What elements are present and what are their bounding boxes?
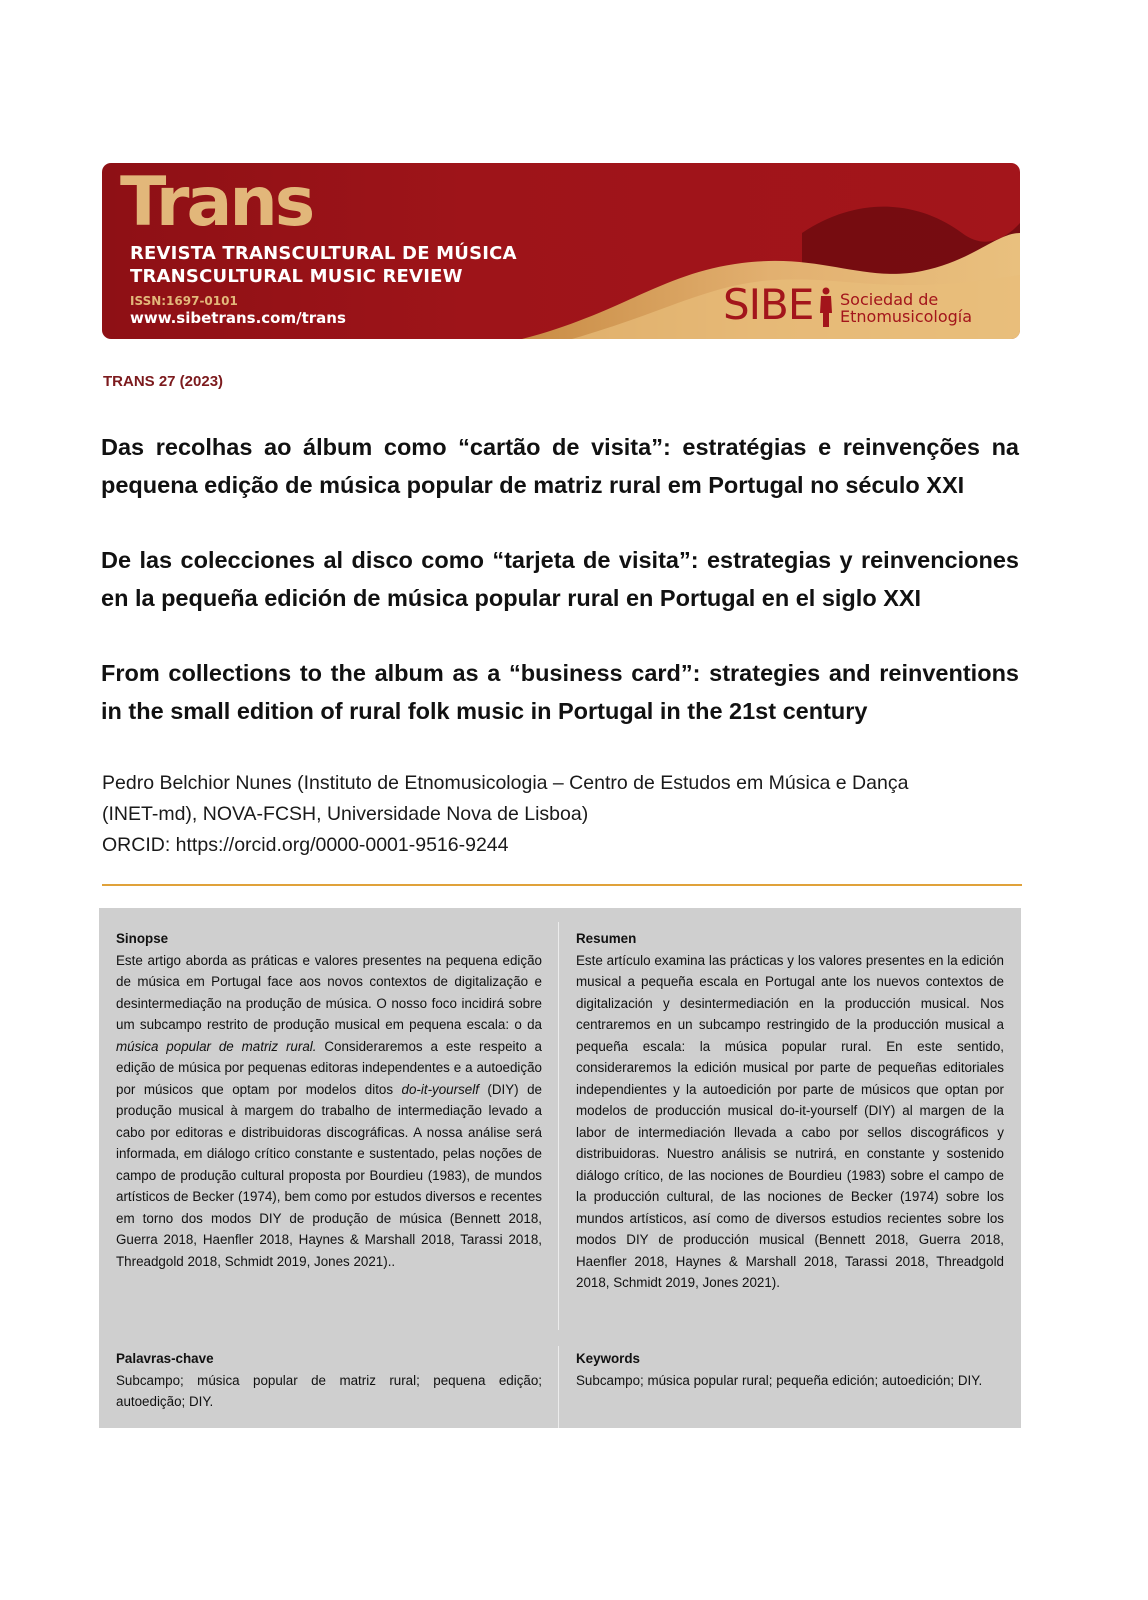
- keywords-pt-heading: Palavras-chave: [116, 1351, 214, 1366]
- abstract-box: [99, 908, 1021, 1428]
- column-divider-bottom: [558, 1346, 559, 1428]
- separator-line: [102, 884, 1022, 886]
- keywords-english: [576, 1348, 1004, 1391]
- journal-name-es: REVISTA TRANSCULTURAL DE MÚSICA: [130, 243, 517, 264]
- title-english: From collections to the album as a “business card”: strategies and reinventions in the small edition of rural folk music in Portugal in the 21st century: [101, 660, 1019, 724]
- abstract-es-heading: Resumen: [576, 931, 637, 946]
- society-name-line1: Sociedad de: [840, 290, 939, 309]
- abstract-pt-text: Este artigo aborda as práticas e valores presentes na pequena edição de música em Portugal face aos novos contextos de digitalização e desintermediação na produção de música. O nosso foco incidirá sobre um subcampo restrito de produção musical em pequena escala: o da música popular de matriz rural. Consideraremos a este respeito a edição de música por pequenas editoras independentes e a autoedição por músicos que optam por modelos ditos do-it-yourself (DIY) de produção musical à margem do trabalho de intermediação levado a cabo por editoras e distribuidoras discográficas. A nossa análise será informada, em diálogo crítico constante e sustentado, pelas noções de campo de produção cultural proposta por Bourdieu (1983), de mundos artísticos de Becker (1974), bem como por estudos diversos e recentes em torno dos modos DIY de produção de música (Bennett 2018, Guerra 2018, Haenfler 2018, Haynes & Marshall 2018, Tarassi 2018, Threadgold 2018, Schmidt 2019, Jones 2021)..: [116, 952, 542, 1269]
- author-orcid[interactable]: ORCID: https://orcid.org/0000-0001-9516-9244: [102, 834, 509, 856]
- abstract-spanish: [576, 928, 1004, 1294]
- abstract-es-text: Este artículo examina las prácticas y los valores presentes en la edición musical a pequeña escala en Portugal ante los nuevos contextos de digitalización y desintermediación en la producción musical. Nos centraremos en un subcampo restringido de la producción musical a pequeña escala: la música popular rural. En este sentido, consideraremos la edición musical por parte de pequeñas editoriales independientes y la autoedición por parte de músicos que optan por modelos de producción musical do-it-yourself (DIY) al margen de la labor de intermediación llevada a cabo por sellos discográficos y distribuidoras. Nuestro análisis se nutrirá, en constante y sostenido diálogo crítico, de las nociones de Bourdieu (1983) sobre el campo de la producción cultural, de las nociones de Becker (1974) sobre los mundos artísticos, así como de diversos estudios recientes sobre los modos DIY de producción musical (Bennett 2018, Guerra 2018, Haenfler 2018, Haynes & Marshall 2018, Tarassi 2018, Threadgold 2018, Schmidt 2019, Jones 2021).: [576, 952, 1004, 1290]
- sibe-logo: SIBE: [723, 280, 814, 329]
- keywords-portuguese: [116, 1348, 542, 1413]
- author-affiliation-line2: (INET-md), NOVA-FCSH, Universidade Nova de Lisboa): [102, 803, 589, 825]
- abstract-portuguese: [116, 928, 542, 1272]
- musician-figure-icon: [818, 287, 834, 327]
- journal-name-en: TRANSCULTURAL MUSIC REVIEW: [130, 266, 463, 287]
- society-name-line2: Etnomusicología: [840, 307, 973, 326]
- author-block: [102, 768, 1022, 861]
- keywords-en-heading: Keywords: [576, 1351, 640, 1366]
- issn: ISSN:1697-0101: [130, 294, 238, 308]
- abstract-pt-heading: Sinopse: [116, 931, 169, 946]
- trans-logo: Trans: [120, 163, 313, 242]
- column-divider-top: [558, 922, 559, 1330]
- keywords-pt-text: Subcampo; música popular de matriz rural; pequena edição; autoedição; DIY.: [116, 1372, 542, 1409]
- journal-banner: [102, 163, 1020, 339]
- title-portuguese: Das recolhas ao álbum como “cartão de visita”: estratégias e reinvenções na pequena edição de música popular de matriz rural em Portugal no século XXI: [101, 434, 1019, 498]
- title-spanish: De las colecciones al disco como “tarjeta de visita”: estrategias y reinvenciones en la pequeña edición de música popular rural en Portugal en el siglo XXI: [101, 547, 1019, 611]
- keywords-en-text: Subcampo; música popular rural; pequeña edición; autoedición; DIY.: [576, 1372, 983, 1388]
- author-affiliation-line1: Pedro Belchior Nunes (Instituto de Etnomusicologia – Centro de Estudos em Música e Dança: [102, 772, 909, 794]
- journal-website[interactable]: www.sibetrans.com/trans: [130, 309, 346, 327]
- issue-label: TRANS 27 (2023): [103, 373, 224, 390]
